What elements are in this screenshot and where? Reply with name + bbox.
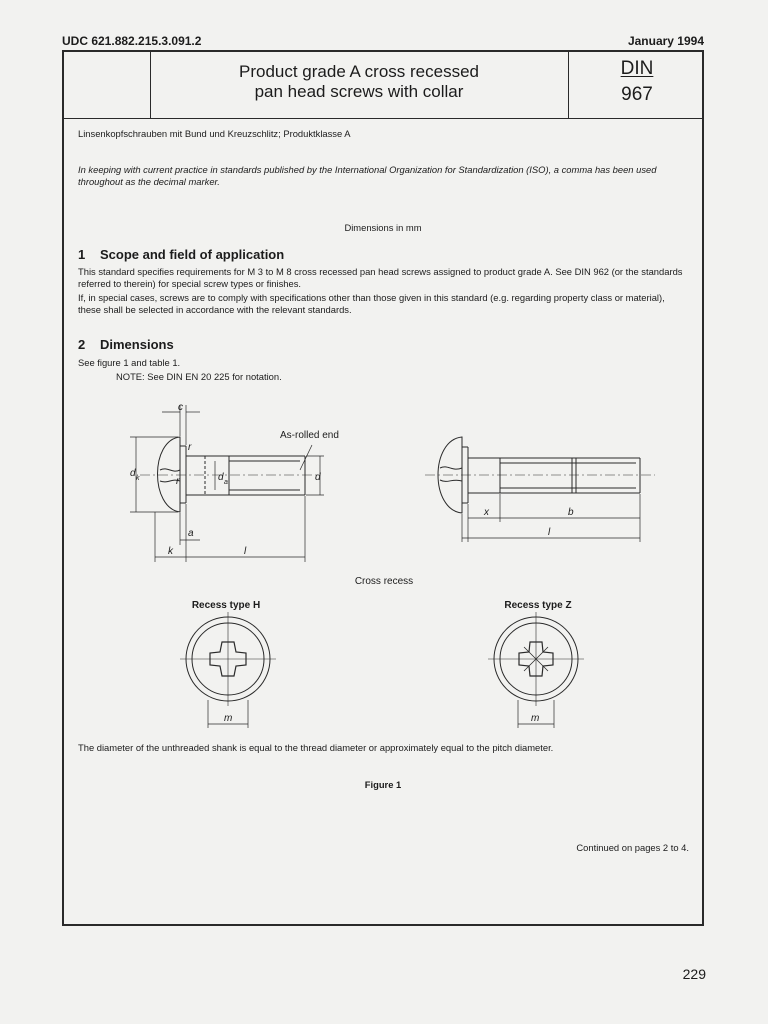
section-2-line-1: See figure 1 and table 1. (78, 357, 181, 368)
left-screw-head (158, 437, 187, 512)
label-da-sub: a (224, 479, 228, 486)
title-line-2: pan head screws with collar (254, 82, 464, 101)
label-l-right: l (548, 527, 551, 538)
udc-code: UDC 621.882.215.3.091.2 (62, 34, 202, 48)
figure-caption: Figure 1 (364, 779, 402, 790)
label-d: d (315, 472, 321, 483)
label-c: c (178, 402, 183, 413)
label-l-left: l (244, 546, 247, 557)
label-x: x (484, 507, 489, 518)
label-da: d (218, 472, 224, 483)
section-2-title: Dimensions (100, 337, 174, 352)
section-1-number: 1 (78, 247, 86, 262)
dimensions-note: Dimensions in mm (344, 222, 422, 233)
cross-recess-label: Cross recess (354, 576, 414, 587)
title-line-1: Product grade A cross recessed (238, 62, 480, 81)
publication-date: January 1994 (627, 34, 704, 48)
continued-note: Continued on pages 2 to 4. (576, 842, 689, 853)
din-label: DIN (620, 58, 654, 79)
iso-note: In keeping with current practice in standards published by the International Organization for Standardization (ISO), a comma has been used throughout as the decimal marker. (78, 164, 657, 187)
label-r: r (188, 442, 192, 453)
section-1-para-1: This standard specifies requirements for M 3 to M 8 cross recessed pan head screws assigned to product grade A. See DIN 962 (or the standards referred to therein) for special screw types or finishes. (78, 266, 683, 289)
german-title: Linsenkopfschrauben mit Bund und Kreuzschlitz; Produktklasse A (78, 128, 351, 139)
section-2-note: NOTE: See DIN EN 20 225 for notation. (116, 371, 282, 382)
label-dk: d (130, 468, 136, 479)
recess-type-h-label: Recess type H (191, 600, 261, 611)
as-rolled-end-label: As-rolled end (280, 430, 339, 441)
shank-note: The diameter of the unthreaded shank is equal to the thread diameter or approximately equal to the pitch diameter. (78, 742, 554, 753)
section-1-para-2: If, in special cases, screws are to comply with specifications other than those given in this standard (e.g. regarding property class or material), these shall be selected in accordance with the relevant standards. (78, 292, 665, 315)
label-m-h: m (224, 713, 233, 724)
right-dimension-lines (462, 494, 640, 542)
recess-z-drawing (488, 612, 584, 728)
din-number: 967 (621, 84, 653, 105)
label-dk-sub: k (136, 475, 140, 482)
left-screw-shank (140, 456, 320, 495)
section-2-number: 2 (78, 337, 86, 352)
label-b: b (568, 507, 574, 518)
recess-h-drawing (180, 612, 276, 728)
label-a: a (188, 528, 194, 539)
label-r-inner: r (176, 476, 180, 487)
right-screw (425, 437, 655, 513)
label-m-z: m (531, 713, 540, 724)
recess-type-z-label: Recess type Z (504, 600, 572, 611)
section-1-title: Scope and field of application (100, 247, 285, 262)
label-k: k (168, 546, 173, 557)
page-number: 229 (682, 966, 706, 982)
